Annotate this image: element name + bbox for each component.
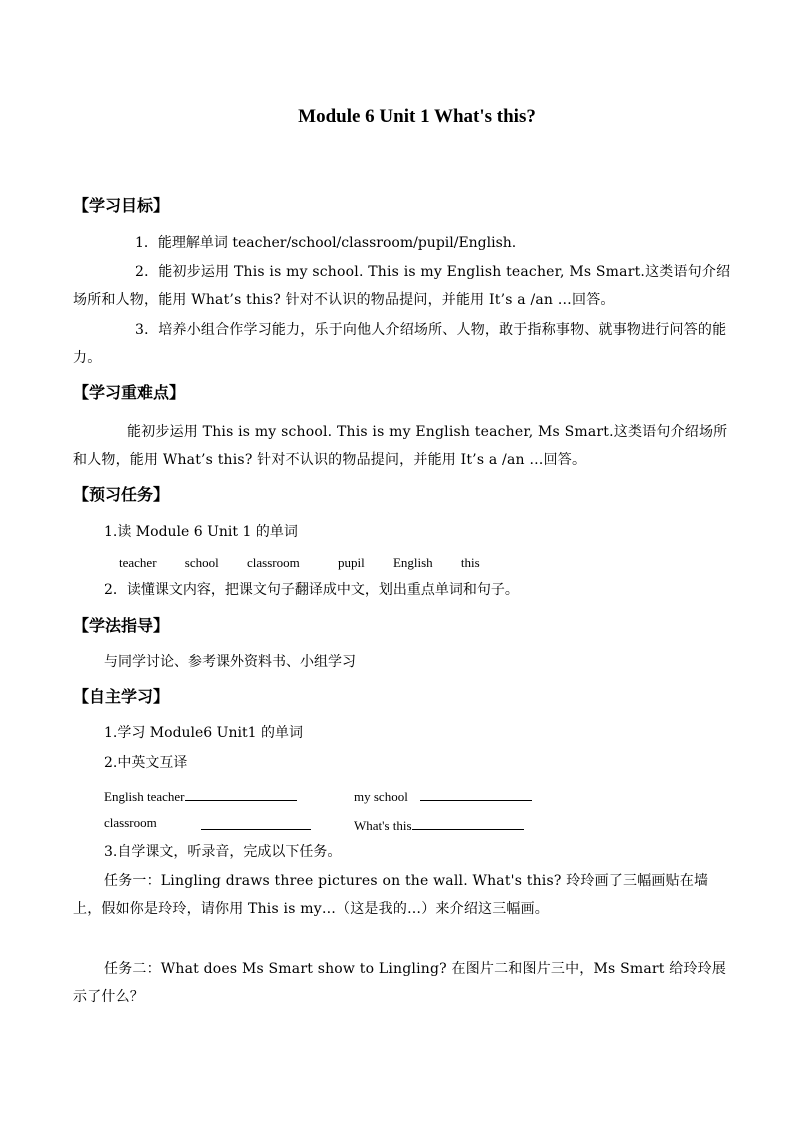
answer-blank-holder: [201, 815, 311, 834]
translation-prompt: What's this: [354, 818, 412, 833]
word-item: this: [460, 555, 480, 570]
heading-goals: 【学习目标】: [73, 196, 170, 215]
heading-preview: 【预习任务】: [73, 485, 170, 504]
translation-prompt: English teacher: [104, 789, 185, 804]
page-title: Module 6 Unit 1 What's this?: [298, 106, 536, 127]
method-text: 与同学讨论、参考课外资料书、小组学习: [104, 654, 356, 670]
word-item: school: [184, 555, 219, 570]
self-study-item-1: 1.学习 Module6 Unit1 的单词: [104, 725, 303, 741]
preview-item-2: 2．读懂课文内容，把课文句子翻译成中文，划出重点单词和句子。: [104, 582, 519, 598]
task-1: 任务一：Lingling draws three pictures on the wall. What's this? 玲玲画了三幅画贴在墙上，假如你是玲玲，请你用 This is my…（这是我的…）来介绍这三幅画。: [73, 873, 709, 917]
translation-row: [104, 786, 297, 805]
heading-method: 【学法指导】: [73, 616, 170, 635]
heading-self-study: 【自主学习】: [73, 687, 170, 706]
word-item: classroom: [246, 555, 300, 570]
preview-item-1: 1.读 Module 6 Unit 1 的单词: [104, 524, 298, 540]
answer-blank[interactable]: [412, 815, 524, 830]
goal-item-3: 3．培养小组合作学习能力，乐于向他人介绍场所、人物，敢于指称事物、就事物进行问答的能力。: [73, 322, 727, 366]
key-points-text: 能初步运用 This is my school. This is my English teacher, Ms Smart.这类语句介绍场所和人物，能用 What’s this? 针对不认识的物品提问，并能用 It’s a /an …回答。: [73, 424, 728, 468]
word-item: English: [392, 555, 433, 570]
word-item: teacher: [119, 555, 157, 570]
translation-row: [354, 786, 532, 805]
word-list: [119, 555, 480, 571]
answer-blank[interactable]: [201, 815, 311, 830]
task-2: 任务二：What does Ms Smart show to Lingling? 在图片二和图片三中，Ms Smart 给玲玲展示了什么？: [73, 961, 727, 1005]
goal-item-1: 1．能理解单词 teacher/school/classroom/pupil/English.: [135, 235, 517, 251]
answer-blank[interactable]: [185, 786, 297, 801]
translation-row: [354, 815, 524, 834]
goal-item-2: 2．能初步运用 This is my school. This is my English teacher, Ms Smart.这类语句介绍场所和人物，能用 What’s this? 针对不认识的物品提问，并能用 It’s a /an …回答。: [73, 264, 731, 308]
self-study-item-3: 3.自学课文，听录音，完成以下任务。: [104, 844, 342, 860]
translation-row: [104, 815, 157, 831]
self-study-item-2: 2.中英文互译: [104, 755, 188, 771]
heading-key-points: 【学习重难点】: [73, 383, 186, 402]
answer-blank[interactable]: [420, 786, 532, 801]
word-item: pupil: [337, 555, 365, 570]
translation-prompt: my school: [354, 789, 408, 804]
translation-prompt: classroom: [104, 815, 157, 830]
